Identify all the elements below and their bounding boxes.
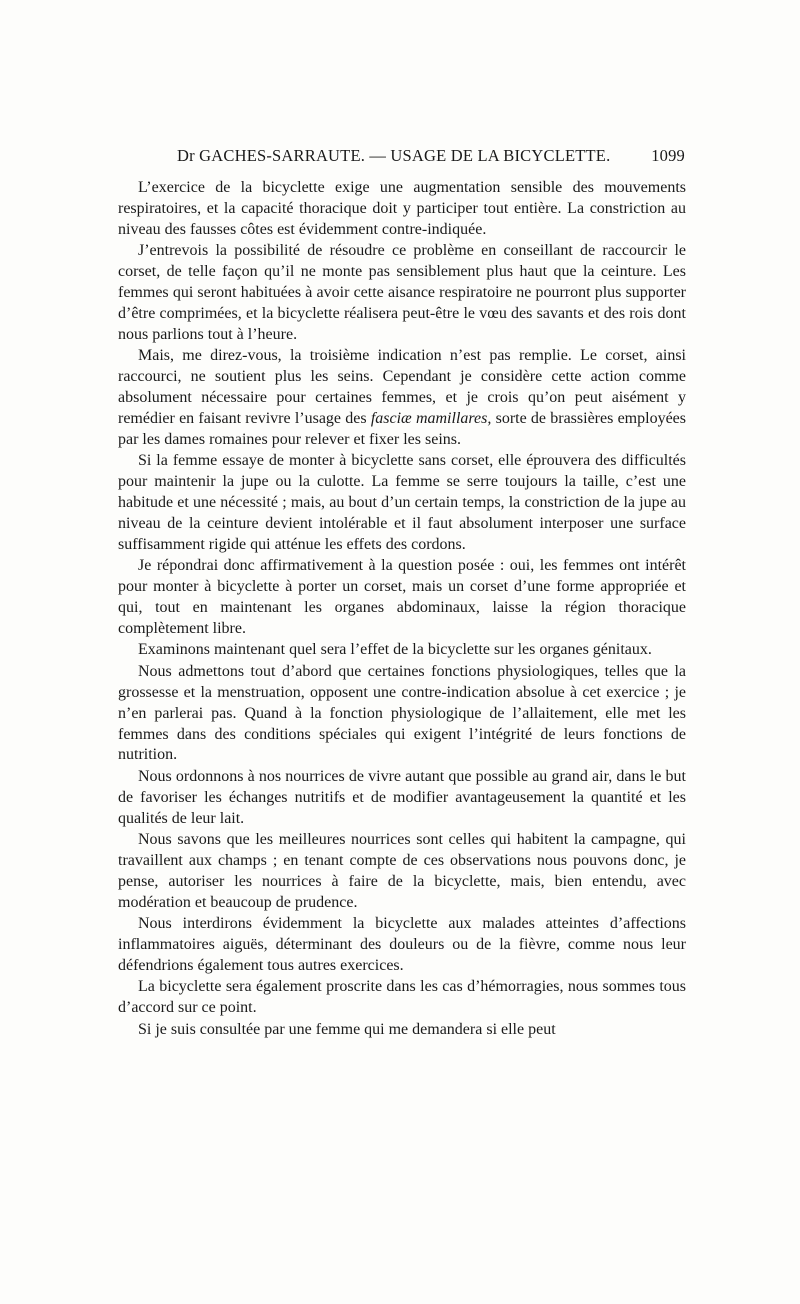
latin-term: fasciæ mamillares, — [370, 409, 492, 427]
paragraph: Nous interdirons évidemment la bicyclette aux malades atteintes d’affections inflammatoires aiguës, déterminant des douleurs ou de la fièvre, comme nous leur défendrions également tous autres exercices. — [118, 915, 686, 975]
paragraph-text: Mais, me direz-vous, la troisième indication n’est pas remplie. Le corset, ainsi raccourci, ne soutient plus les seins. Cependant je considère cette action comme absolument nécessaire pour certaines femmes, et je crois qu’on peut aisément y remédier en faisant revivre l’usage des — [118, 347, 686, 427]
running-title: Dr GACHES-SARRAUTE. — USAGE DE LA BICYCLETTE. — [177, 146, 611, 165]
paragraph: J’entrevois la possibilité de résoudre ce problème en conseillant de raccourcir le corset, de telle façon qu’il ne monte pas sensiblement plus haut que la ceinture. Les femmes qui seront habituées à avoir cette aisance respiratoire ne pourront plus supporter d’être comprimées, et la bicyclette réalisera peut-être le vœu des savants et des rois dont nous parlions tout à l’heure. — [118, 242, 686, 343]
page-header — [177, 146, 685, 172]
paragraph: Si la femme essaye de monter à bicyclette sans corset, elle éprouvera des difficultés pour maintenir la jupe ou la culotte. La femme se serre toujours la taille, c’est une habitude et une nécessité ; mais, au bout d’un certain temps, la constriction de la jupe au niveau de la ceinture devient intolérable et il faut absolument interposer une surface suffisamment rigide qui atténue les effets des cordons. — [118, 452, 686, 553]
paragraph: L’exercice de la bicyclette exige une augmentation sensible des mouvements respiratoires, et la capacité thoracique doit y participer tout entière. La constriction au niveau des fausses côtes est évidemment contre-indiquée. — [118, 179, 686, 238]
paragraph: Je répondrai donc affirmativement à la question posée : oui, les femmes ont intérêt pour monter à bicyclette à porter un corset, mais un corset d’une forme appropriée et qui, tout en maintenant les organes abdominaux, laisse la région thoracique complètement libre. — [118, 557, 686, 638]
paragraph — [118, 346, 686, 451]
body-text — [118, 178, 686, 1041]
paragraph: La bicyclette sera également proscrite dans les cas d’hémorragies, nous sommes tous d’accord sur ce point. — [118, 978, 686, 1017]
paragraph: Examinons maintenant quel sera l’effet de la bicyclette sur les organes génitaux. — [138, 641, 652, 659]
paragraph: Nous savons que les meilleures nourrices sont celles qui habitent la campagne, qui travaillent aux champs ; en tenant compte de ces observations nous pouvons donc, je pense, autoriser les nourrices à faire de la bicyclette, mais, bien entendu, avec modération et beaucoup de prudence. — [118, 831, 686, 911]
page-number: 1099 — [651, 146, 685, 165]
paragraph: Nous ordonnons à nos nourrices de vivre autant que possible au grand air, dans le but de favoriser les échanges nutritifs et de modifier avantageusement la quantité et les qualités de leur lait. — [118, 767, 686, 827]
paragraph-text: sorte de brassières employées par les dames romaines pour relever et fixer les seins. — [118, 409, 686, 448]
paragraph: Si je suis consultée par une femme qui me demandera si elle peut — [138, 1020, 556, 1038]
paragraph: Nous admettons tout d’abord que certaines fonctions physiologiques, telles que la grossesse et la menstruation, opposent une contre-indication absolue à cet exercice ; je n’en parlerai pas. Quand à la fonction physiologique de l’allaitement, elle met les femmes dans des conditions spéciales qui exigent l’intégrité de leurs fonctions de nutrition. — [118, 662, 686, 764]
